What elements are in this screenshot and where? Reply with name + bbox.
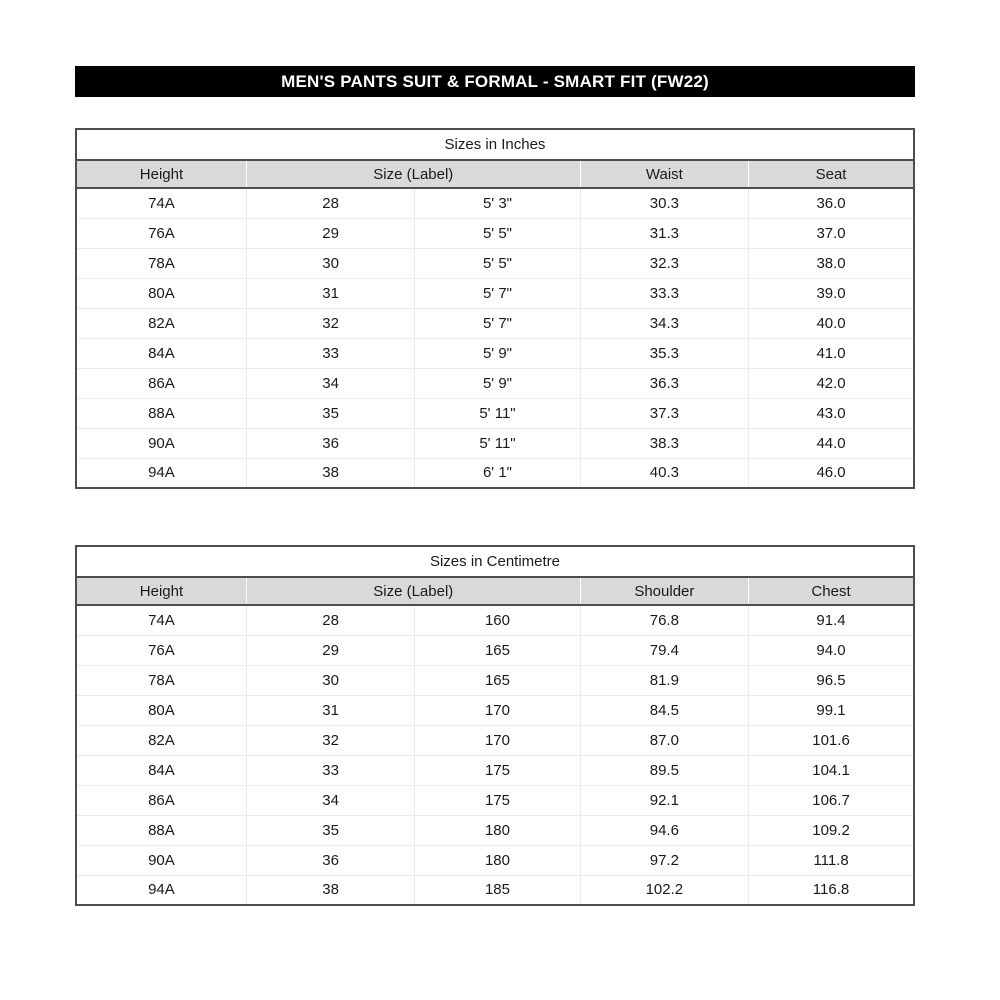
column-header: Seat: [749, 160, 914, 188]
table-cell: 104.1: [749, 755, 914, 785]
table-cell: 82A: [76, 308, 246, 338]
table-row: [76, 398, 914, 428]
table-cell: 76A: [76, 635, 246, 665]
table-cell: 170: [415, 725, 580, 755]
table-cell: 34.3: [580, 308, 748, 338]
table-cell: 5' 7": [415, 278, 580, 308]
table-row: [76, 755, 914, 785]
table-row: [76, 248, 914, 278]
table-cell: 94.6: [580, 815, 748, 845]
table-cell: 78A: [76, 665, 246, 695]
table-cell: 30: [246, 248, 414, 278]
table-cell: 90A: [76, 845, 246, 875]
table-row: [76, 368, 914, 398]
table-cell: 5' 11": [415, 398, 580, 428]
size-table-inches: [75, 128, 915, 489]
table-cell: 170: [415, 695, 580, 725]
table-cell: 30: [246, 665, 414, 695]
table-cell: 86A: [76, 368, 246, 398]
table-cell: 34: [246, 368, 414, 398]
table-title-row: [76, 546, 914, 577]
table-cell: 34: [246, 785, 414, 815]
table-row: [76, 338, 914, 368]
table-row: [76, 635, 914, 665]
table-cell: 80A: [76, 278, 246, 308]
table-cell: 92.1: [580, 785, 748, 815]
table-cell: 28: [246, 605, 414, 635]
table-row: [76, 218, 914, 248]
table-cell: 38: [246, 458, 414, 488]
table-cell: 78A: [76, 248, 246, 278]
table-cell: 33: [246, 755, 414, 785]
table-cell: 39.0: [749, 278, 914, 308]
table-cell: 102.2: [580, 875, 748, 905]
table-cell: 29: [246, 218, 414, 248]
table-body: [76, 188, 914, 488]
table-cell: 74A: [76, 605, 246, 635]
table-cell: 37.0: [749, 218, 914, 248]
table-cell: 94.0: [749, 635, 914, 665]
table-cell: 41.0: [749, 338, 914, 368]
table-title: Sizes in Centimetre: [76, 546, 914, 577]
table-cell: 175: [415, 755, 580, 785]
table-cell: 5' 7": [415, 308, 580, 338]
column-header: Size (Label): [246, 160, 580, 188]
table-cell: 180: [415, 815, 580, 845]
table-cell: 88A: [76, 815, 246, 845]
table-cell: 89.5: [580, 755, 748, 785]
table-cell: 6' 1": [415, 458, 580, 488]
table-row: [76, 725, 914, 755]
table-row: [76, 458, 914, 488]
table-cell: 38.3: [580, 428, 748, 458]
column-header: Shoulder: [580, 577, 748, 605]
table-cell: 35.3: [580, 338, 748, 368]
table-row: [76, 845, 914, 875]
table-cell: 40.0: [749, 308, 914, 338]
table-cell: 5' 5": [415, 218, 580, 248]
table-cell: 5' 11": [415, 428, 580, 458]
table-cell: 90A: [76, 428, 246, 458]
table-cell: 165: [415, 635, 580, 665]
size-table: [75, 128, 915, 489]
table-row: [76, 188, 914, 218]
table-title: Sizes in Inches: [76, 129, 914, 160]
table-cell: 43.0: [749, 398, 914, 428]
table-cell: 84A: [76, 338, 246, 368]
chart-title: MEN'S PANTS SUIT & FORMAL - SMART FIT (FW22): [281, 71, 709, 91]
table-cell: 74A: [76, 188, 246, 218]
table-cell: 38: [246, 875, 414, 905]
table-cell: 87.0: [580, 725, 748, 755]
table-cell: 165: [415, 665, 580, 695]
table-cell: 37.3: [580, 398, 748, 428]
table-cell: 82A: [76, 725, 246, 755]
table-cell: 36: [246, 845, 414, 875]
table-title-row: [76, 129, 914, 160]
table-cell: 88A: [76, 398, 246, 428]
table-cell: 32: [246, 725, 414, 755]
table-cell: 101.6: [749, 725, 914, 755]
table-cell: 5' 9": [415, 368, 580, 398]
table-cell: 29: [246, 635, 414, 665]
table-row: [76, 428, 914, 458]
chart-title-banner: [75, 66, 915, 97]
table-cell: 32: [246, 308, 414, 338]
table-cell: 33: [246, 338, 414, 368]
table-cell: 42.0: [749, 368, 914, 398]
table-cell: 99.1: [749, 695, 914, 725]
column-header: Waist: [580, 160, 748, 188]
table-header-row: [76, 160, 914, 188]
table-cell: 97.2: [580, 845, 748, 875]
table-cell: 116.8: [749, 875, 914, 905]
table-row: [76, 815, 914, 845]
table-body: [76, 605, 914, 905]
size-table-centimetre: [75, 545, 915, 906]
table-cell: 36.0: [749, 188, 914, 218]
table-row: [76, 308, 914, 338]
table-header-row: [76, 577, 914, 605]
table-cell: 76.8: [580, 605, 748, 635]
table-cell: 5' 9": [415, 338, 580, 368]
table-cell: 36: [246, 428, 414, 458]
table-row: [76, 695, 914, 725]
column-header: Chest: [749, 577, 914, 605]
table-cell: 84A: [76, 755, 246, 785]
table-cell: 31: [246, 278, 414, 308]
table-cell: 80A: [76, 695, 246, 725]
column-header: Height: [76, 577, 246, 605]
table-cell: 46.0: [749, 458, 914, 488]
table-cell: 86A: [76, 785, 246, 815]
table-cell: 28: [246, 188, 414, 218]
table-cell: 81.9: [580, 665, 748, 695]
table-cell: 91.4: [749, 605, 914, 635]
table-row: [76, 875, 914, 905]
table-cell: 94A: [76, 458, 246, 488]
table-row: [76, 605, 914, 635]
table-cell: 35: [246, 815, 414, 845]
table-cell: 31.3: [580, 218, 748, 248]
table-cell: 30.3: [580, 188, 748, 218]
table-cell: 175: [415, 785, 580, 815]
table-cell: 40.3: [580, 458, 748, 488]
table-cell: 180: [415, 845, 580, 875]
table-cell: 111.8: [749, 845, 914, 875]
table-cell: 109.2: [749, 815, 914, 845]
table-cell: 94A: [76, 875, 246, 905]
size-table: [75, 545, 915, 906]
table-cell: 96.5: [749, 665, 914, 695]
table-cell: 79.4: [580, 635, 748, 665]
table-cell: 38.0: [749, 248, 914, 278]
table-cell: 36.3: [580, 368, 748, 398]
table-cell: 5' 3": [415, 188, 580, 218]
table-cell: 106.7: [749, 785, 914, 815]
table-cell: 84.5: [580, 695, 748, 725]
column-header: Height: [76, 160, 246, 188]
table-cell: 44.0: [749, 428, 914, 458]
table-cell: 5' 5": [415, 248, 580, 278]
table-row: [76, 278, 914, 308]
table-row: [76, 665, 914, 695]
table-cell: 185: [415, 875, 580, 905]
table-cell: 31: [246, 695, 414, 725]
column-header: Size (Label): [246, 577, 580, 605]
table-cell: 35: [246, 398, 414, 428]
table-cell: 160: [415, 605, 580, 635]
table-row: [76, 785, 914, 815]
table-cell: 32.3: [580, 248, 748, 278]
table-cell: 76A: [76, 218, 246, 248]
table-cell: 33.3: [580, 278, 748, 308]
